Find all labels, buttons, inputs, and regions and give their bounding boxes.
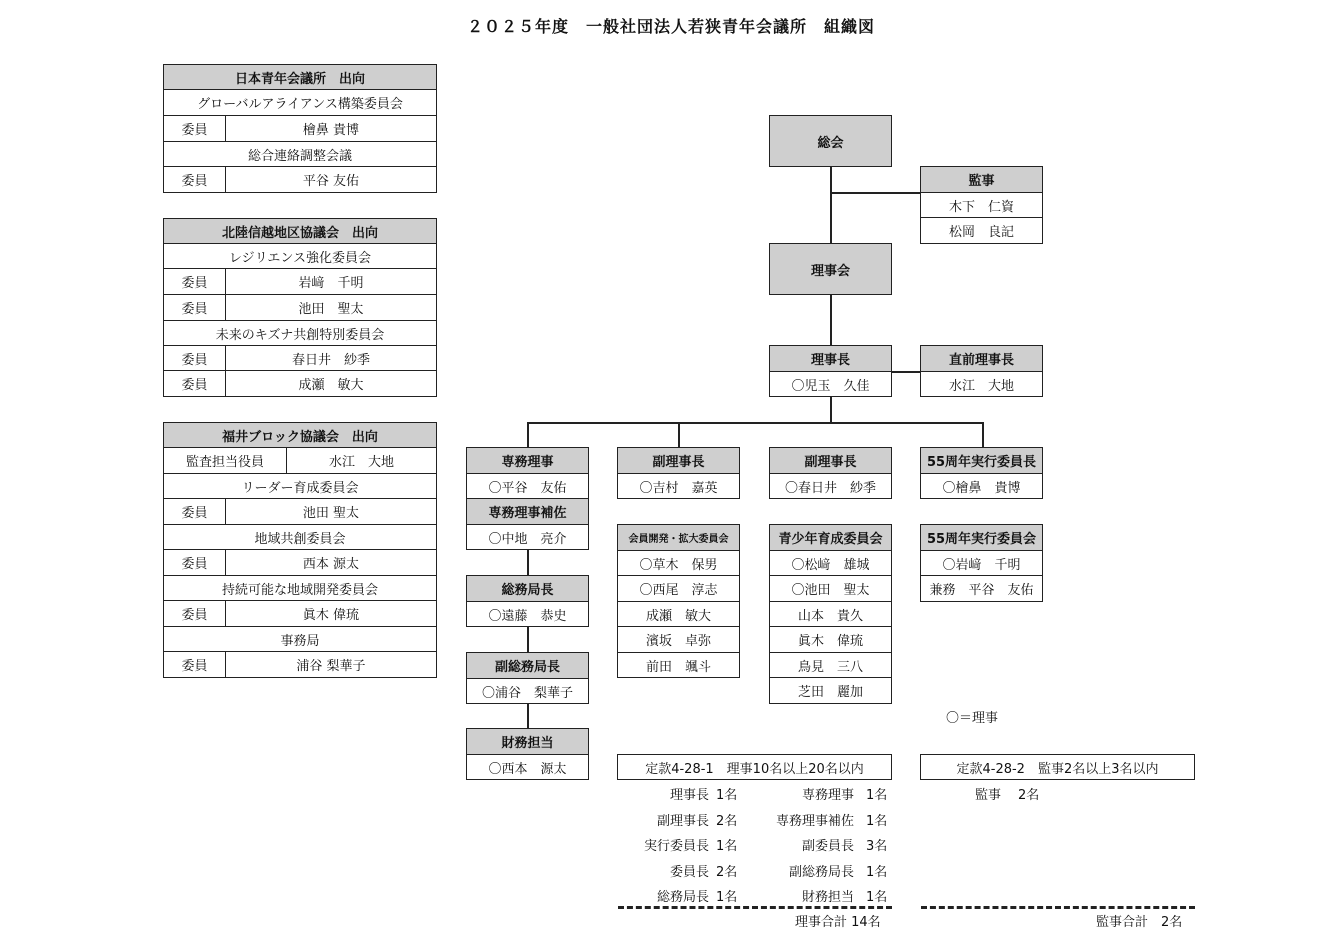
count-value: 1名 (866, 865, 888, 880)
kanji-total: 監事合計 2名 (1096, 915, 1183, 930)
member-name: 眞木 偉琉 (225, 600, 437, 627)
connector-line (527, 704, 529, 729)
kanji-member: 松岡 良記 (920, 217, 1043, 244)
count-value: 3名 (866, 839, 888, 854)
count-label: 専務理事補佐 (775, 814, 854, 829)
member-name: 西本 源太 (225, 549, 437, 576)
soumu-name: 〇遠藤 恭史 (466, 601, 589, 627)
role-label: 委員 (163, 268, 226, 295)
committee-member: 〇西尾 淳志 (617, 575, 740, 602)
role-label: 委員 (163, 294, 226, 321)
chokuzen-name: 水江 大地 (920, 371, 1043, 397)
count-value: 1名 (866, 788, 888, 803)
count-value: 1名 (716, 839, 738, 854)
fuku1-header: 副理事長 (617, 447, 740, 474)
member-name: 池田 聖太 (225, 294, 437, 321)
nihon-jc-header: 日本青年会議所 出向 (163, 64, 437, 90)
dashed-divider (618, 906, 892, 909)
count-label: 副総務局長 (788, 865, 854, 880)
committee-name: 持続可能な地域開発委員会 (163, 575, 437, 601)
committee-member: 〇松﨑 雄城 (769, 550, 892, 576)
page-title: ２０２５年度 一般社団法人若狭青年会議所 組織図 (466, 17, 875, 36)
role-label: 委員 (163, 115, 226, 142)
connector-line (527, 549, 529, 575)
chokuzen-header: 直前理事長 (920, 345, 1043, 372)
committee-member: 成瀬 敏大 (617, 601, 740, 627)
committee-name: 未来のキズナ共創特別委員会 (163, 320, 437, 346)
role-label: 委員 (163, 549, 226, 576)
count-value: 1名 (866, 890, 888, 905)
kanji-header: 監事 (920, 166, 1043, 193)
count-label: 監事 (975, 788, 1002, 803)
senmu-hosa-name: 〇中地 亮介 (466, 524, 589, 550)
riji-teikan-header: 定款4-28-1 理事10名以上20名以内 (617, 754, 892, 780)
count-value: 1名 (716, 788, 738, 803)
count-label: 総務局長 (656, 890, 709, 905)
senmu-name: 〇平谷 友佑 (466, 473, 589, 499)
kaiin-header: 会員開発・拡大委員会 (617, 524, 740, 551)
committee-member: 濱坂 卓弥 (617, 626, 740, 653)
committee-name: 地域共創委員会 (163, 524, 437, 550)
role-label: 監査担当役員 (163, 447, 287, 474)
member-name: 浦谷 梨華子 (225, 651, 437, 678)
fuku-soumu-header: 副総務局長 (466, 652, 589, 679)
connector-line (830, 192, 921, 194)
count-value: 2名 (716, 814, 738, 829)
role-label: 委員 (163, 498, 226, 525)
member-name: 水江 大地 (286, 447, 437, 474)
role-label: 委員 (163, 600, 226, 627)
rijikai-box: 理事会 (769, 243, 892, 295)
committee-member: 兼務 平谷 友佑 (920, 575, 1043, 602)
count-label: 副理事長 (656, 814, 709, 829)
count-value: 1名 (866, 814, 888, 829)
count-value: 2名 (1018, 788, 1040, 803)
connector-line (891, 371, 921, 373)
committee-name: グローバルアライアンス構築委員会 (163, 89, 437, 116)
member-name: 岩﨑 千明 (225, 268, 437, 295)
member-name: 檜鼻 貴博 (225, 115, 437, 142)
connector-line (830, 295, 832, 346)
committee-member: 〇岩﨑 千明 (920, 550, 1043, 576)
soumu-header: 総務局長 (466, 575, 589, 602)
zaimu-header: 財務担当 (466, 728, 589, 755)
connector-line (527, 422, 983, 424)
committee-member: 鳥見 三八 (769, 652, 892, 678)
connector-line (982, 422, 984, 448)
seishonen-header: 青少年育成委員会 (769, 524, 892, 551)
count-label: 委員長 (669, 865, 709, 880)
dashed-divider (921, 906, 1195, 909)
member-name: 成瀬 敏大 (225, 370, 437, 397)
committee-name: 事務局 (163, 626, 437, 652)
senmu-header: 専務理事 (466, 447, 589, 474)
riji-total: 理事合計 14名 (795, 915, 881, 930)
committee-member: 前田 颯斗 (617, 652, 740, 678)
connector-line (527, 627, 529, 653)
jikko-cho-name: 〇檜鼻 貴博 (920, 473, 1043, 499)
count-value: 2名 (716, 865, 738, 880)
member-name: 春日井 紗季 (225, 345, 437, 371)
member-name: 平谷 友佑 (225, 166, 437, 193)
member-name: 池田 聖太 (225, 498, 437, 525)
senmu-hosa-header: 専務理事補佐 (466, 498, 589, 525)
fuku2-header: 副理事長 (769, 447, 892, 474)
committee-name: レジリエンス強化委員会 (163, 243, 437, 269)
committee-member: 眞木 偉琉 (769, 626, 892, 653)
committee-name: 総合連絡調整会議 (163, 141, 437, 167)
connector-line (830, 397, 832, 423)
rijicho-header: 理事長 (769, 345, 892, 372)
count-label: 理事長 (669, 788, 709, 803)
count-label: 専務理事 (801, 788, 854, 803)
fuku-soumu-name: 〇浦谷 梨華子 (466, 678, 589, 704)
connector-line (830, 167, 832, 244)
committee-member: 山本 貴久 (769, 601, 892, 627)
committee-name: リーダー育成委員会 (163, 473, 437, 499)
role-label: 委員 (163, 651, 226, 678)
committee-member: 〇池田 聖太 (769, 575, 892, 602)
connector-line (527, 422, 529, 448)
legend-note: 〇＝理事 (946, 711, 999, 726)
soukai-box: 総会 (769, 115, 892, 167)
count-label: 実行委員長 (643, 839, 709, 854)
count-label: 副委員長 (801, 839, 854, 854)
committee-member: 芝田 麗加 (769, 677, 892, 704)
role-label: 委員 (163, 345, 226, 371)
kanji-member: 木下 仁資 (920, 192, 1043, 218)
fuku2-name: 〇春日井 紗季 (769, 473, 892, 499)
zaimu-name: 〇西本 源太 (466, 754, 589, 780)
count-value: 1名 (716, 890, 738, 905)
kanji-teikan-header: 定款4-28-2 監事2名以上3名以内 (920, 754, 1195, 780)
role-label: 委員 (163, 166, 226, 193)
connector-line (678, 422, 680, 448)
fuku1-name: 〇吉村 嘉英 (617, 473, 740, 499)
fukui-header: 福井ブロック協議会 出向 (163, 422, 437, 448)
committee-member: 〇草木 保男 (617, 550, 740, 576)
role-label: 委員 (163, 370, 226, 397)
hokuriku-header: 北陸信越地区協議会 出向 (163, 218, 437, 244)
jikko-header: 55周年実行委員会 (920, 524, 1043, 551)
count-label: 財務担当 (801, 890, 854, 905)
rijicho-name: 〇児玉 久佳 (769, 371, 892, 397)
jikko-cho-header: 55周年実行委員長 (920, 447, 1043, 474)
